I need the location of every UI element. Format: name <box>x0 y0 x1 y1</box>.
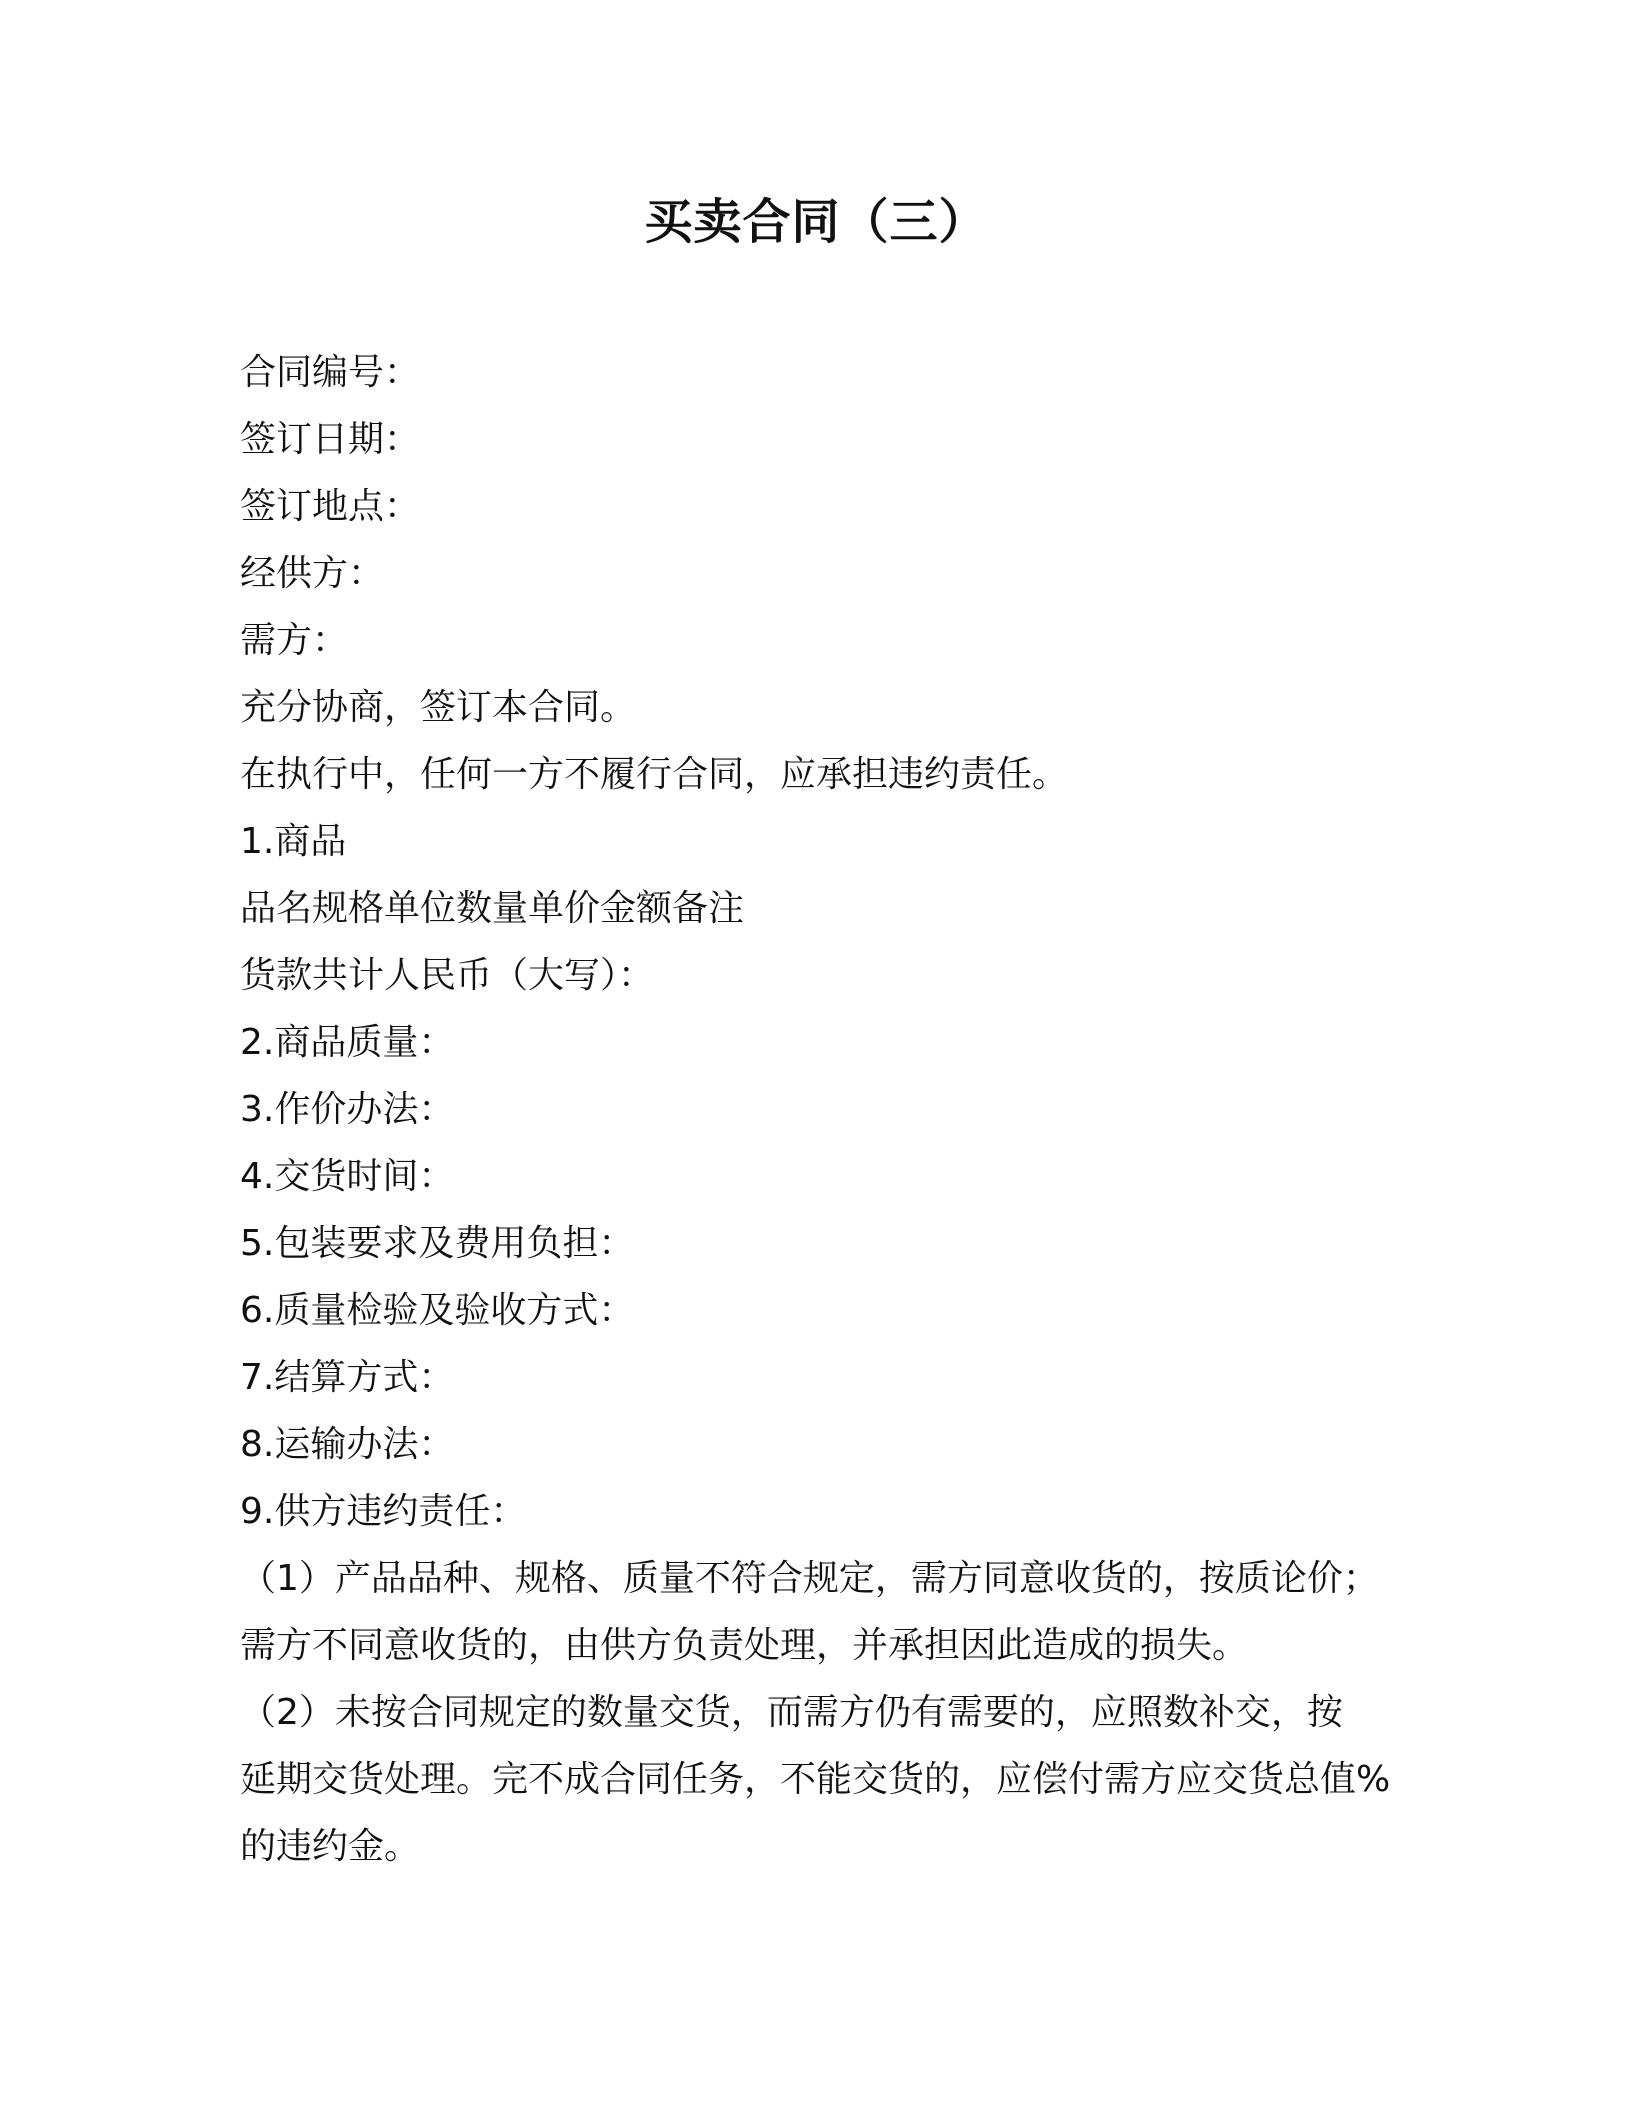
section-supplier-liability: 9.供方违约责任： <box>240 1491 527 1532</box>
field-signing-place: 签订地点： <box>240 486 421 527</box>
section-quality: 2.商品质量： <box>240 1022 455 1063</box>
clause-2-line-1: （2）未按合同规定的数量交货，而需方仍有需要的，应照数补交，按 <box>240 1692 1343 1733</box>
total-amount: 货款共计人民币（大写）： <box>240 955 655 996</box>
section-goods: 1.商品 <box>240 821 347 862</box>
clause-2-line-3: 的违约金。 <box>240 1826 421 1867</box>
section-packaging: 5.包装要求及费用负担： <box>240 1223 635 1264</box>
document-body <box>240 339 1392 1880</box>
section-settlement: 7.结算方式： <box>240 1357 455 1398</box>
intro-line-2: 在执行中，任何一方不履行合同，应承担违约责任。 <box>240 754 1069 795</box>
field-signing-date: 签订日期： <box>240 419 421 460</box>
clause-1-line-2: 需方不同意收货的，由供方负责处理，并承担因此造成的损失。 <box>240 1625 1249 1666</box>
section-delivery-time: 4.交货时间： <box>240 1156 455 1197</box>
section-transport: 8.运输办法： <box>240 1424 455 1465</box>
goods-table-header: 品名规格单位数量单价金额备注 <box>240 888 745 929</box>
intro-line-1: 充分协商，签订本合同。 <box>240 687 637 728</box>
field-supplier: 经供方： <box>240 553 385 594</box>
clause-1-line-1: （1）产品品种、规格、质量不符合规定，需方同意收货的，按质论价； <box>240 1558 1379 1599</box>
section-inspection: 6.质量检验及验收方式： <box>240 1290 635 1331</box>
section-pricing: 3.作价办法： <box>240 1089 455 1130</box>
document-title: 买卖合同（三） <box>644 194 988 250</box>
field-buyer: 需方： <box>240 620 349 661</box>
clause-2-line-2: 延期交货处理。完不成合同任务，不能交货的，应偿付需方应交货总值% <box>240 1759 1391 1800</box>
field-contract-number: 合同编号： <box>240 352 421 393</box>
